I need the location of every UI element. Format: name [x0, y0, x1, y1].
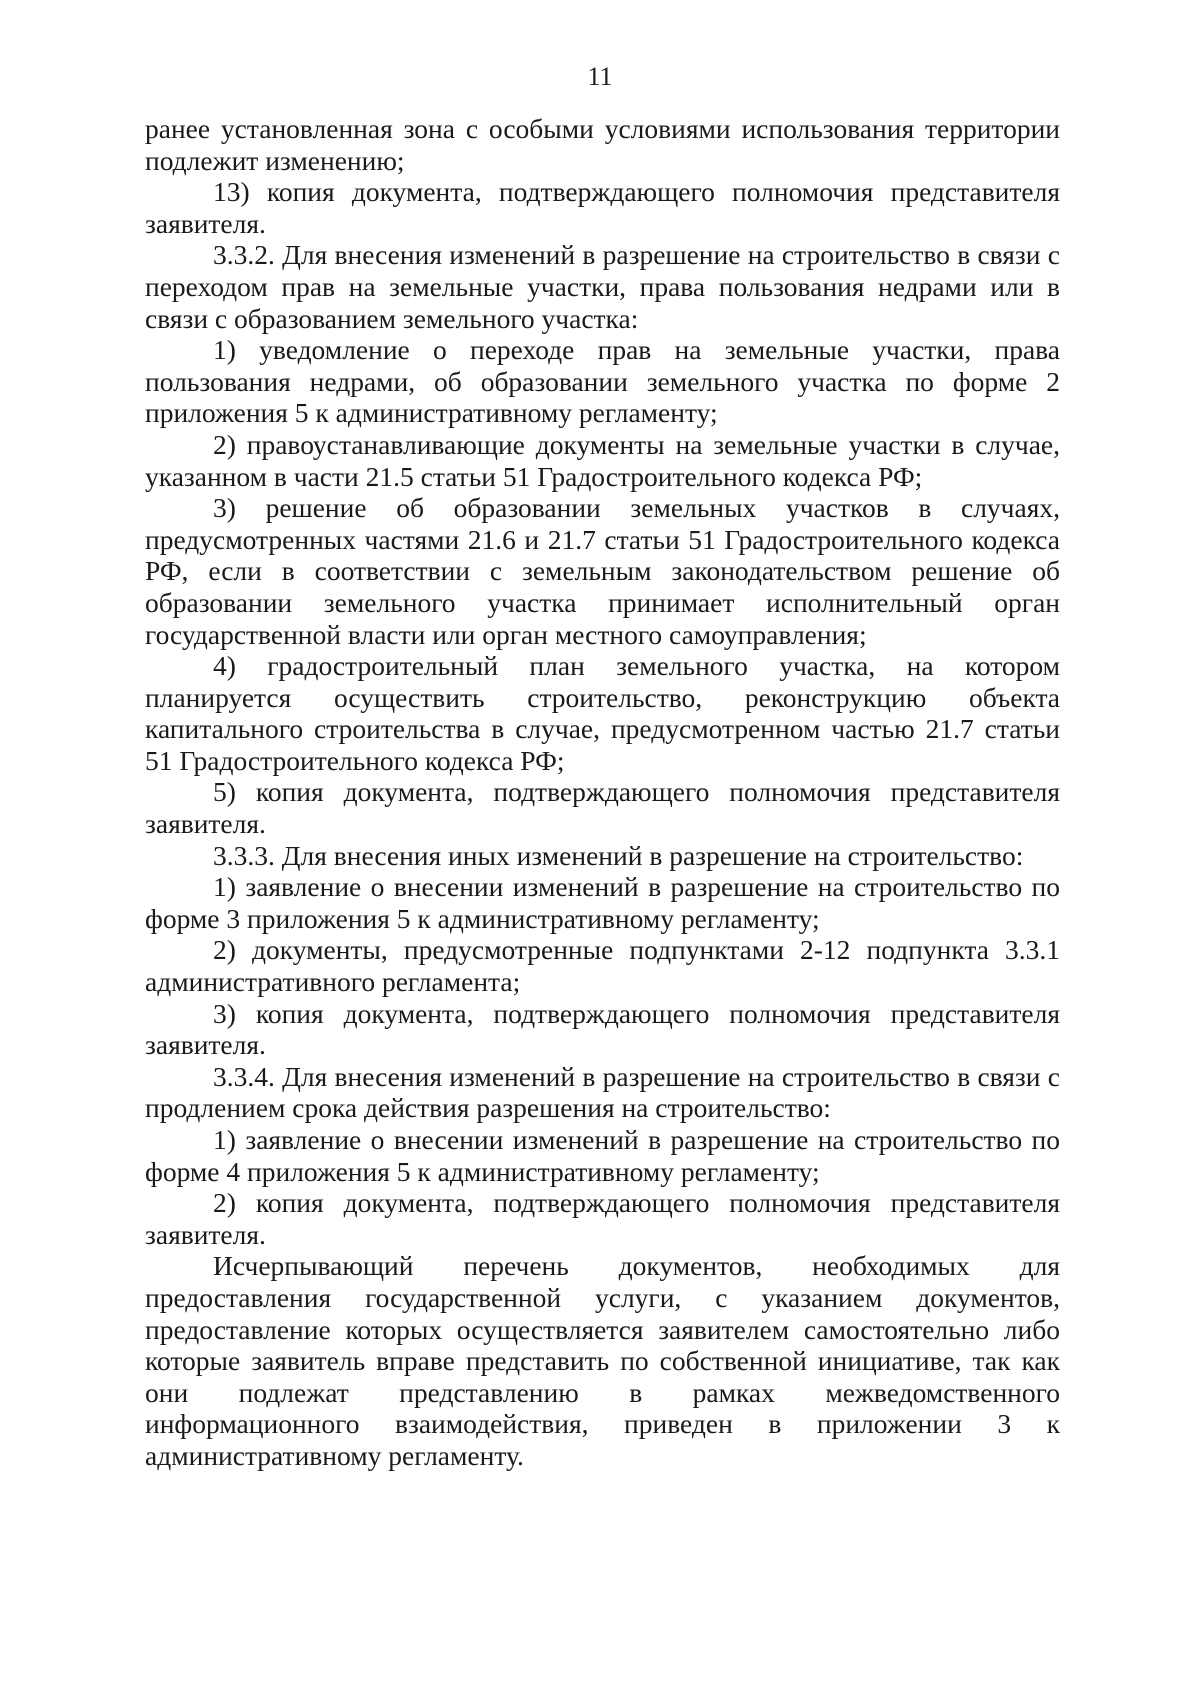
paragraph-continuation: ранее установленная зона с особыми условиями использования территории подлежит изменению;: [145, 113, 1060, 176]
paragraph-3-3-2-item-4: 4) градостроительный план земельного участка, на котором планируется осуществить строительство, реконструкцию объекта капитального строительства в случае, предусмотренном частью 21.7 статьи 51 Градостроительного кодекса РФ;: [145, 650, 1060, 776]
paragraph-3-3-2-item-2: 2) правоустанавливающие документы на земельные участки в случае, указанном в части 21.5 статьи 51 Градостроительного кодекса РФ;: [145, 428, 1060, 492]
paragraph-3-3-4-item-1: 1) заявление о внесении изменений в разрешение на строительство по форме 4 приложения 5 к административному регламенту;: [145, 1124, 1060, 1187]
paragraph-3-3-2-item-3: 3) решение об образовании земельных участков в случаях, предусмотренных частями 21.6 и 21.7 статьи 51 Градостроительного кодекса РФ, если в соответствии с земельным законодательством решение об образовании земельного участка принимает исполнительный орган государственной власти или орган местного самоуправления;: [145, 492, 1060, 650]
paragraph-3-3-3-item-3: 3) копия документа, подтверждающего полномочия представителя заявителя.: [145, 997, 1060, 1061]
document-body: [145, 113, 1060, 1472]
paragraph-section-3-3-3: 3.3.3. Для внесения иных изменений в разрешение на строительство:: [213, 839, 1024, 871]
paragraph-section-3-3-4: 3.3.4. Для внесения изменений в разрешение на строительство в связи с продлением срока действия разрешения на строительство:: [145, 1060, 1060, 1124]
paragraph-3-3-4-item-2: 2) копия документа, подтверждающего полномочия представителя заявителя.: [145, 1187, 1060, 1250]
paragraph-3-3-2-item-5: 5) копия документа, подтверждающего полномочия представителя заявителя.: [145, 776, 1060, 840]
paragraph-3-3-2-item-1: 1) уведомление о переходе прав на земельные участки, права пользования недрами, об образовании земельного участка по форме 2 приложения 5 к административному регламенту;: [145, 334, 1060, 429]
paragraph-3-3-3-item-1: 1) заявление о внесении изменений в разрешение на строительство по форме 3 приложения 5 к административному регламенту;: [145, 871, 1060, 934]
paragraph-item-13: 13) копия документа, подтверждающего полномочия представителя заявителя.: [145, 176, 1060, 239]
paragraph-3-3-3-item-2: 2) документы, предусмотренные подпунктами 2-12 подпункта 3.3.1 административного регламента;: [145, 934, 1060, 998]
paragraph-section-3-3-2: 3.3.2. Для внесения изменений в разрешение на строительство в связи с переходом прав на земельные участки, права пользования недрами или в связи с образованием земельного участка:: [145, 239, 1060, 334]
paragraph-exhaustive-list: Исчерпывающий перечень документов, необходимых для предоставления государственной услуги, с указанием документов, предоставление которых осуществляется заявителем самостоятельно либо которые заявитель вправе представить по собственной инициативе, так как они подлежат представлению в рамках межведомственного информационного взаимодействия, приведен в приложении 3 к административному регламенту.: [145, 1250, 1060, 1471]
page-number: 11: [587, 62, 613, 91]
